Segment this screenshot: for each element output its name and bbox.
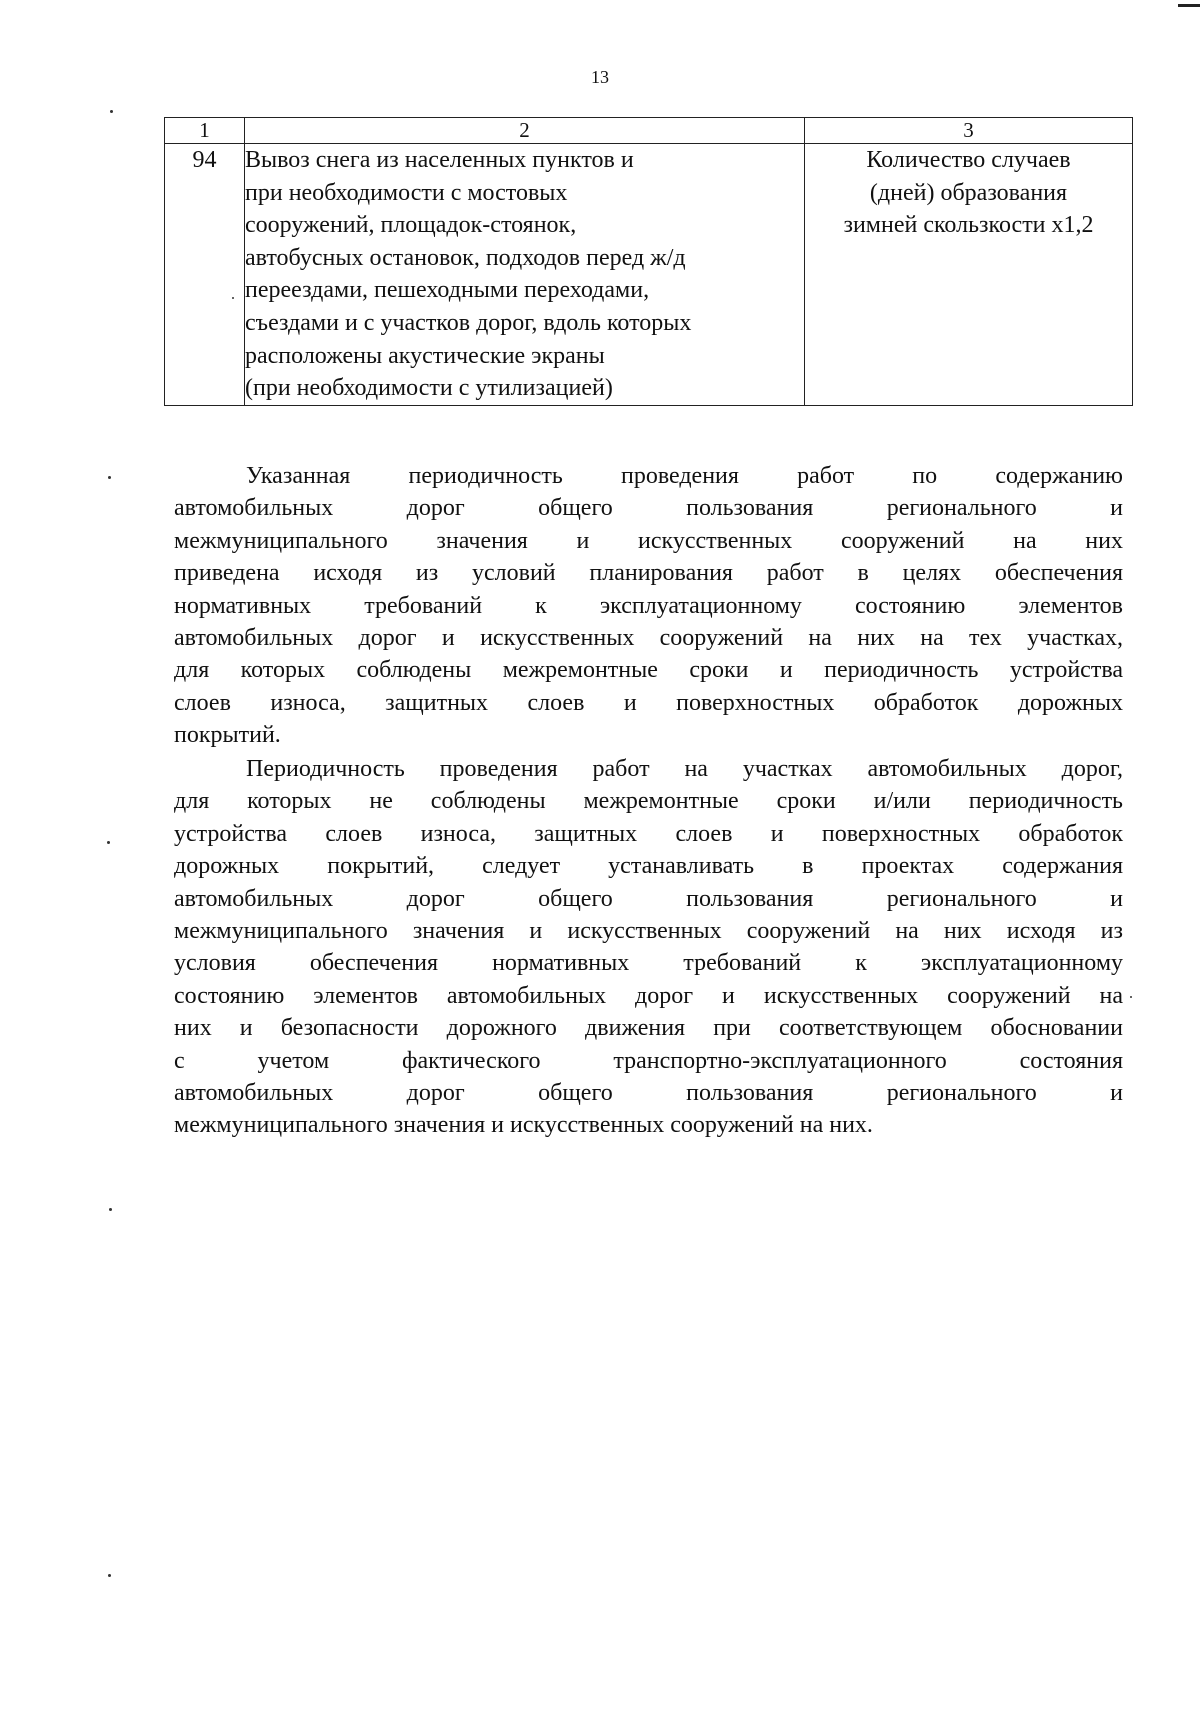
row-number-cell: 94 bbox=[165, 144, 245, 406]
scan-corner-mark bbox=[1178, 4, 1200, 7]
count-line: зимней скользкости х1,2 bbox=[843, 212, 1094, 239]
count-line: (дней) образования bbox=[869, 179, 1068, 206]
paragraph-periodicity bbox=[174, 460, 1123, 752]
paragraph-line: межмуниципального значения и искусственных сооружений на них исходя из bbox=[174, 918, 1123, 945]
scan-speck bbox=[107, 841, 110, 844]
table-header-cell: 1 bbox=[165, 118, 245, 144]
paragraph-line: для которых соблюдены межремонтные сроки и периодичность устройства bbox=[174, 657, 1123, 684]
scan-speck bbox=[109, 1208, 112, 1211]
paragraph-line: межмуниципального значения и искусственных сооружений на них. bbox=[174, 1112, 873, 1139]
table-header-cell: 3 bbox=[805, 118, 1133, 144]
count-line: Количество случаев bbox=[866, 147, 1071, 173]
scan-speck bbox=[110, 110, 113, 113]
paragraph-line: межмуниципального значения и искусственных сооружений на них bbox=[174, 527, 1123, 554]
table-row bbox=[165, 144, 1133, 406]
work-line: сооружений, площадок-стоянок, bbox=[245, 212, 577, 239]
table-header-row bbox=[165, 118, 1133, 144]
paragraph-unmet-terms bbox=[174, 753, 1123, 1142]
work-line: Вывоз снега из населенных пунктов и bbox=[245, 147, 634, 173]
paragraph-line: нормативных требований к эксплуатационному состоянию элементов bbox=[174, 592, 1123, 619]
work-line: (при необходимости с утилизацией) bbox=[245, 375, 613, 402]
paragraph-line: дорожных покрытий, следует устанавливать в проектах содержания bbox=[174, 853, 1123, 880]
page-number: 13 bbox=[591, 67, 609, 87]
count-cell bbox=[805, 144, 1133, 406]
paragraph-line: для которых не соблюдены межремонтные сроки и/или периодичность bbox=[174, 788, 1123, 815]
paragraph-line: автомобильных дорог общего пользования регионального и bbox=[174, 495, 1123, 522]
paragraph-line: с учетом фактического транспортно-эксплуатационного состояния bbox=[174, 1047, 1123, 1074]
scan-speck bbox=[232, 297, 234, 299]
works-table bbox=[164, 117, 1133, 406]
paragraph-line: автомобильных дорог общего пользования регионального и bbox=[174, 1080, 1123, 1107]
paragraph-line: слоев износа, защитных слоев и поверхностных обработок дорожных bbox=[174, 689, 1123, 716]
scan-speck bbox=[108, 476, 111, 479]
paragraph-line: приведена исходя из условий планирования работ в целях обеспечения bbox=[174, 560, 1123, 587]
paragraph-line: них и безопасности дорожного движения при соответствующем обосновании bbox=[174, 1015, 1123, 1042]
paragraph-line: автомобильных дорог и искусственных сооружений на них на тех участках, bbox=[174, 625, 1123, 652]
paragraph-line: устройства слоев износа, защитных слоев и поверхностных обработок bbox=[174, 820, 1123, 847]
paragraph-line: состоянию элементов автомобильных дорог и искусственных сооружений на bbox=[174, 982, 1123, 1009]
work-line: при необходимости с мостовых bbox=[245, 179, 568, 206]
work-line: переездами, пешеходными переходами, bbox=[245, 277, 650, 304]
paragraph-line: условия обеспечения нормативных требований к эксплуатационному bbox=[174, 950, 1123, 977]
paragraph-line: Указанная периодичность проведения работ по содержанию bbox=[246, 463, 1123, 489]
paragraph-line: Периодичность проведения работ на участках автомобильных дорог, bbox=[246, 756, 1123, 782]
work-line: расположены акустические экраны bbox=[245, 342, 605, 369]
paragraph-line: автомобильных дорог общего пользования регионального и bbox=[174, 885, 1123, 912]
table-header-cell: 2 bbox=[245, 118, 805, 144]
work-description-cell bbox=[245, 144, 805, 406]
scan-speck bbox=[1130, 996, 1132, 998]
work-line: съездами и с участков дорог, вдоль которых bbox=[245, 309, 692, 336]
work-line: автобусных остановок, подходов перед ж/д bbox=[245, 244, 686, 271]
scan-speck bbox=[108, 1574, 111, 1577]
paragraph-line: покрытий. bbox=[174, 722, 281, 749]
